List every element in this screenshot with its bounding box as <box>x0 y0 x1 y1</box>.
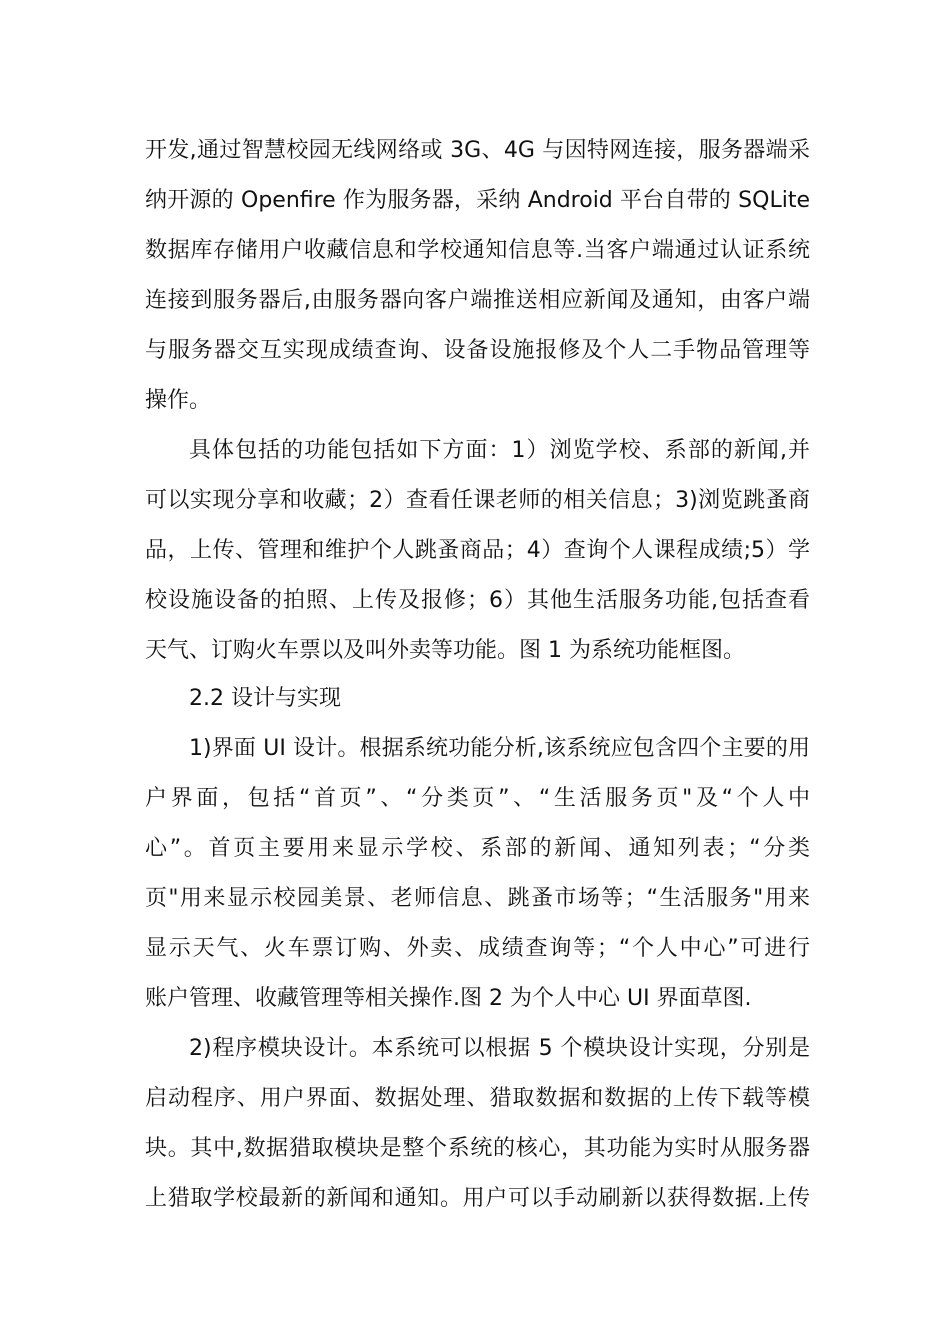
text-line: 数据库存储用户收藏信息和学校通知信息等.当客户端通过认证系统 <box>145 238 810 263</box>
text-line: 心”。首页主要用来显示学校、系部的新闻、通知列表；“分类 <box>145 836 810 861</box>
text-line: 账户管理、收藏管理等相关操作.图 2 为个人中心 UI 界面草图. <box>145 986 752 1011</box>
text-line: 上猎取学校最新的新闻和通知。用户可以手动刷新以获得数据.上传 <box>145 1186 810 1211</box>
section-heading: 2.2 设计与实现 <box>189 686 341 711</box>
text-line: 页"用来显示校园美景、老师信息、跳蚤市场等；“生活服务"用来 <box>145 886 810 911</box>
text-line: 户界面，包括“首页”、“分类页”、“生活服务页"及“个人中 <box>145 786 810 811</box>
paragraph-first-line: 具体包括的功能包括如下方面：1）浏览学校、系部的新闻,并 <box>189 438 810 463</box>
text-line: 品，上传、管理和维护个人跳蚤商品；4）查询个人课程成绩;5）学 <box>145 538 810 563</box>
text-line: 连接到服务器后,由服务器向客户端推送相应新闻及通知，由客户端 <box>145 288 810 313</box>
text-line: 可以实现分享和收藏；2）查看任课老师的相关信息；3)浏览跳蚤商 <box>145 488 810 513</box>
text-line: 与服务器交互实现成绩查询、设备设施报修及个人二手物品管理等 <box>145 338 810 363</box>
text-line: 显示天气、火车票订购、外卖、成绩查询等；“个人中心”可进行 <box>145 936 810 961</box>
text-line: 启动程序、用户界面、数据处理、猎取数据和数据的上传下载等模 <box>145 1086 810 1111</box>
text-line: 校设施设备的拍照、上传及报修；6）其他生活服务功能,包括查看 <box>145 588 810 613</box>
text-line: 纳开源的 Openfire 作为服务器，采纳 Android 平台自带的 SQLite <box>145 188 810 213</box>
text-line: 操作。 <box>145 388 212 413</box>
text-line: 块。其中,数据猎取模块是整个系统的核心，其功能为实时从服务器 <box>145 1136 810 1161</box>
text-line: 开发,通过智慧校园无线网络或 3G、4G 与因特网连接，服务器端采 <box>145 138 810 163</box>
paragraph-first-line: 1)界面 UI 设计。根据系统功能分析,该系统应包含四个主要的用 <box>189 736 810 761</box>
paragraph-first-line: 2)程序模块设计。本系统可以根据 5 个模块设计实现，分别是 <box>189 1036 810 1061</box>
text-line: 天气、订购火车票以及叫外卖等功能。图 1 为系统功能框图。 <box>145 638 745 663</box>
